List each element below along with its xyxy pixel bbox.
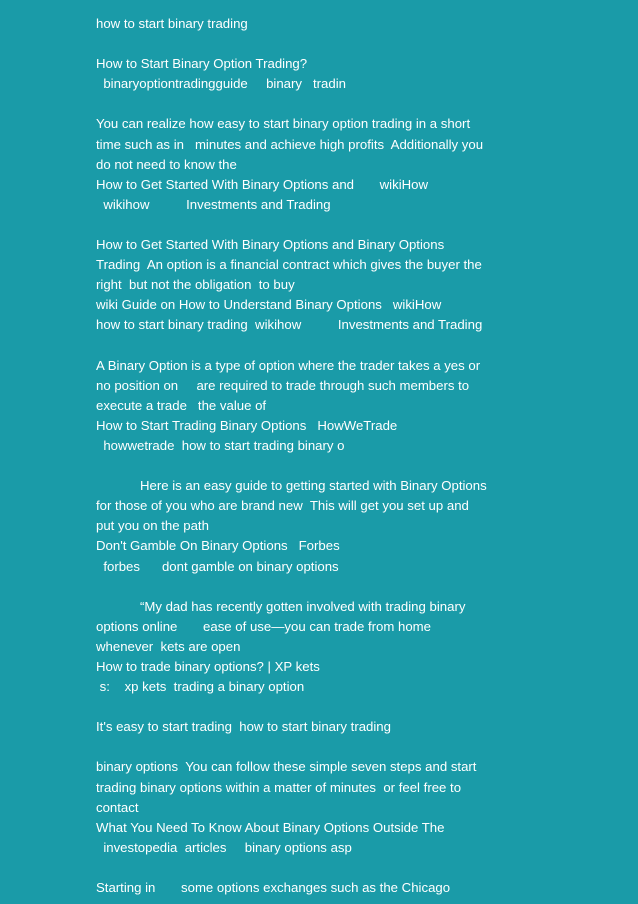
result-snippet-4: for those of you who are brand new This will get you set up and — [96, 498, 469, 514]
result-snippet-3: execute a trade the value of — [96, 397, 267, 413]
result-title-2[interactable]: How to Get Started With Binary Options and wikiHow — [96, 176, 429, 192]
result-snippet-1: time such as in minutes and achieve high profits Additionally you — [96, 136, 484, 152]
result-title-1[interactable]: How to Start Binary Option Trading? — [96, 56, 308, 72]
result-snippet-3: A Binary Option is a type of option where the trader takes a yes or — [96, 357, 481, 373]
result-snippet-7: binary options You can follow these simple seven steps and start — [96, 759, 477, 775]
result-snippet-5: options online ease of use—you can trade from home — [96, 618, 432, 634]
result-url-6: s: xp kets trading a binary option — [96, 679, 305, 695]
result-title-3[interactable]: wiki Guide on How to Understand Binary Options wikiHow — [96, 297, 442, 313]
blank-line — [96, 215, 638, 235]
result-title-4[interactable]: How to Start Trading Binary Options HowWeTrade — [96, 417, 398, 433]
result-snippet-7: trading binary options within a matter of minutes or feel free to — [96, 779, 462, 795]
doc-title: how to start binary trading — [96, 16, 248, 31]
result-url-2: wikihow Investments and Trading — [96, 196, 331, 212]
result-snippet-1: do not need to know the — [96, 156, 237, 172]
result-title-7[interactable]: What You Need To Know About Binary Options Outside The — [96, 819, 445, 835]
result-snippet-4: Here is an easy guide to getting started with Binary Options — [96, 478, 487, 494]
result-snippet-5: “My dad has recently gotten involved with trading binary — [96, 598, 466, 614]
blank-line — [96, 34, 638, 54]
result-snippet-5: whenever kets are open — [96, 638, 241, 654]
result-snippet-2: How to Get Started With Binary Options and Binary Options — [96, 237, 445, 253]
result-url-4: howwetrade how to start trading binary o — [96, 437, 345, 453]
result-url-1: binaryoptiontradingguide binary tradin — [96, 76, 346, 92]
result-snippet-7: contact — [96, 799, 139, 815]
blank-line — [96, 697, 638, 717]
result-title-5[interactable]: Don't Gamble On Binary Options Forbes — [96, 538, 340, 554]
result-snippet-8: Starting in some options exchanges such as the Chicago — [96, 880, 451, 896]
paragraph-line: It's easy to start trading how to start binary trading — [96, 719, 391, 735]
result-snippet-4: put you on the path — [96, 518, 209, 534]
blank-line — [96, 577, 638, 597]
blank-line — [96, 858, 638, 878]
result-snippet-3: no position on are required to trade through such members to — [96, 377, 470, 393]
result-url-5: forbes dont gamble on binary options — [96, 558, 339, 574]
result-url-3: how to start binary trading wikihow Investments and Trading — [96, 317, 483, 333]
blank-line — [96, 456, 638, 476]
blank-line — [96, 737, 638, 757]
result-snippet-1: You can realize how easy to start binary option trading in a short — [96, 116, 471, 132]
result-snippet-2: right but not the obligation to buy — [96, 277, 295, 293]
result-url-7: investopedia articles binary options asp — [96, 839, 352, 855]
result-title-6[interactable]: How to trade binary options? | XP kets — [96, 659, 320, 674]
blank-line — [96, 336, 638, 356]
result-snippet-2: Trading An option is a financial contract which gives the buyer the — [96, 257, 482, 273]
blank-line — [96, 94, 638, 114]
